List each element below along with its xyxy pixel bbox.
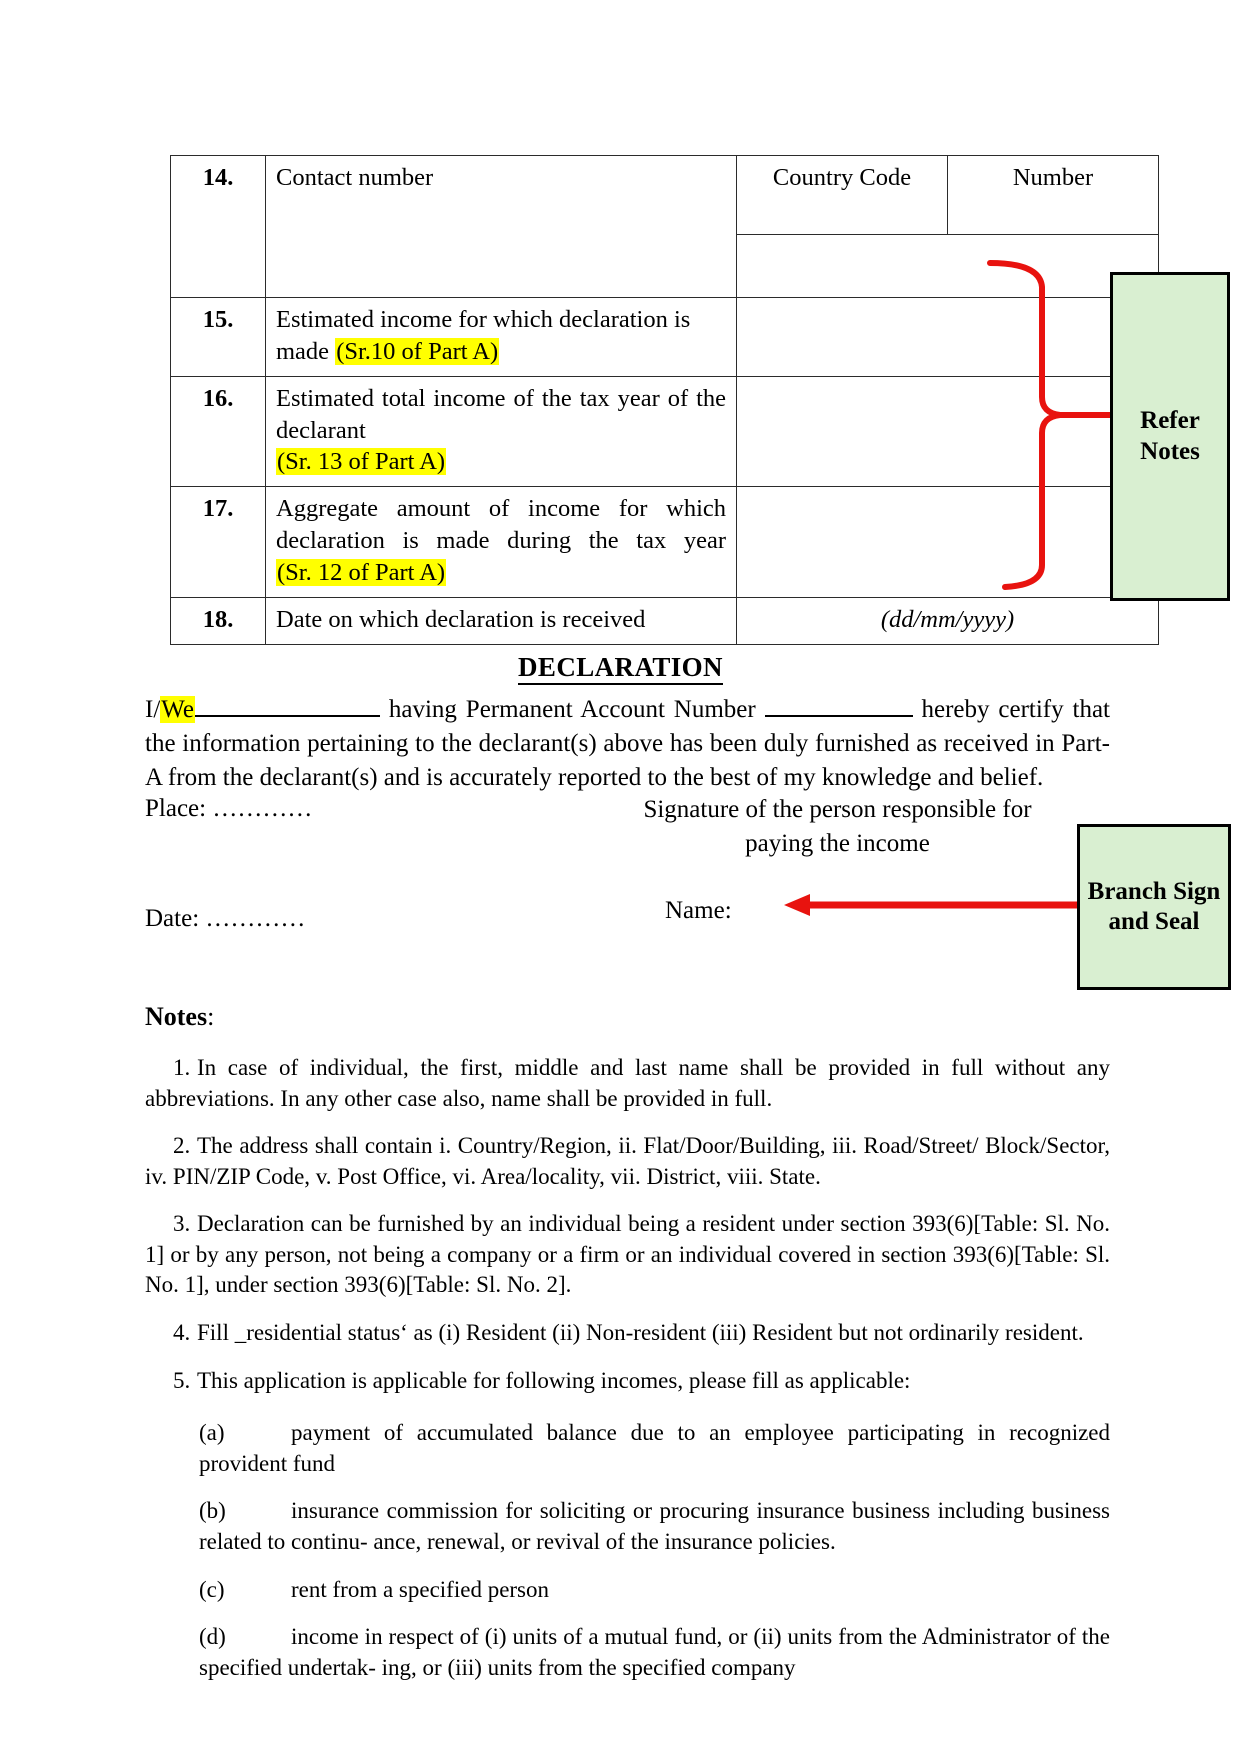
signature-caption (640, 793, 1035, 861)
sub-text-d: income in respect of (i) units of a mutual fund, or (ii) units from the Administrator of the specified undertak- ing, or (iii) units from the specified company (199, 1624, 1110, 1680)
row-desc-17 (266, 487, 737, 598)
row-desc-15-highlight: (Sr.10 of Part A) (336, 337, 499, 365)
row-sr-17: 17. (171, 487, 266, 598)
sub-text-b: insurance commission for soliciting or procuring insurance business including business related to continu- ance, renewal, or revival of the insurance policies. (199, 1498, 1110, 1554)
table-row (171, 487, 1159, 598)
row-desc-18: Date on which declaration is received (266, 597, 737, 644)
input-aggregate-amount[interactable] (737, 487, 1159, 598)
place-field[interactable]: Place: ………… (145, 795, 313, 822)
row-desc-14: Contact number (266, 156, 737, 298)
row-desc-15-text: Estimated income for which declaration is made (276, 306, 691, 365)
declaration-lead-prefix: I/ (145, 696, 161, 723)
header-number: Number (948, 156, 1159, 235)
name-field[interactable]: Name: (665, 897, 732, 924)
note-marker-3: 3. (173, 1211, 191, 1237)
declaration-lead-highlight: We (161, 696, 194, 723)
input-estimated-income[interactable] (737, 298, 1159, 377)
sub-text-a: payment of accumulated balance due to an employee participating in recognized provident fund (199, 1420, 1110, 1476)
note-marker-5: 5. (173, 1367, 191, 1393)
notes-heading (145, 1002, 214, 1032)
input-estimated-total-income[interactable] (737, 376, 1159, 487)
row-desc-17-text: Aggregate amount of income for which declaration is made during the tax year (276, 495, 726, 555)
table-row (171, 298, 1159, 377)
declaration-heading-text: DECLARATION (518, 652, 723, 685)
notes-sub-list (145, 1418, 1110, 1683)
note-text-3: Declaration can be furnished by an individual being a resident under section 393(6)[Table: Sl. No. 1] or by any person, not being a company or a firm or an individual covered in section 393(6)[Table: Sl. No. 1], under section 393(6)[Table: Sl. No. 2]. (145, 1211, 1110, 1298)
list-item (199, 1575, 1110, 1606)
branch-sign-seal-label: Branch Sign and Seal (1087, 877, 1221, 935)
declaration-tail-text: hereby certify that the information pertaining to the declarant(s) above has been duly furnished as received in Part-A from the declarant(s) and is accurately reported to the best of my knowledge and belief. (145, 696, 1110, 791)
row-desc-16 (266, 376, 737, 487)
refer-notes-label: Refer Notes (1140, 407, 1200, 465)
row-desc-15 (266, 298, 737, 377)
list-item (199, 1496, 1110, 1557)
refer-notes-callout (1110, 272, 1230, 601)
pan-blank[interactable] (765, 715, 913, 717)
notes-heading-colon: : (207, 1002, 215, 1031)
list-item (145, 1366, 1110, 1397)
table-row (171, 156, 1159, 235)
list-item (145, 1318, 1110, 1349)
signature-caption-line-2: paying the income (745, 830, 930, 857)
input-date-received[interactable]: (dd/mm/yyyy) (737, 597, 1159, 644)
declaration-form-table (170, 155, 1159, 645)
date-field[interactable]: Date: ………… (145, 905, 306, 932)
list-item (145, 1053, 1110, 1114)
row-sr-16: 16. (171, 376, 266, 487)
note-text-5: This application is applicable for following incomes, please fill as applicable: (197, 1367, 911, 1393)
row-desc-16-highlight: (Sr. 13 of Part A) (277, 448, 446, 476)
note-marker-1: 1. (173, 1055, 191, 1080)
list-item (199, 1622, 1110, 1683)
row-sr-15: 15. (171, 298, 266, 377)
notes-heading-text: Notes (145, 1002, 208, 1031)
note-text-4: Fill _residential status‘ as (i) Resident (ii) Non-resident (iii) Resident but not ordinarily resident. (197, 1320, 1084, 1346)
list-item (199, 1418, 1110, 1479)
note-marker-2: 2. (173, 1133, 191, 1159)
declaration-mid-text: having Permanent Account Number (379, 696, 765, 723)
row-sr-14: 14. (171, 156, 266, 298)
row-desc-16-text: Estimated total income of the tax year of the declarant (276, 384, 726, 444)
declaration-heading (0, 652, 1241, 683)
row-desc-17-highlight: (Sr. 12 of Part A) (277, 558, 446, 586)
input-contact-number[interactable] (737, 235, 1159, 298)
sub-marker-b: (b) (199, 1498, 226, 1524)
header-country-code: Country Code (737, 156, 948, 235)
note-text-1: In case of individual, the first, middle and last name shall be provided in full without any abbreviations. In any other case also, name shall be provided in full. (145, 1055, 1110, 1111)
sub-marker-a: (a) (199, 1420, 225, 1446)
declaration-paragraph (145, 693, 1110, 795)
branch-sign-seal-callout (1077, 824, 1231, 990)
note-text-2: The address shall contain i. Country/Region, ii. Flat/Door/Building, iii. Road/Street/ Block/Sector, iv. PIN/ZIP Code, v. Post Office, vi. Area/locality, vii. District, viii. State. (145, 1133, 1110, 1189)
sub-marker-d: (d) (199, 1624, 226, 1650)
declarant-name-blank[interactable] (195, 715, 380, 717)
list-item (145, 1131, 1110, 1192)
signature-caption-line-1: Signature of the person responsible for (643, 796, 1032, 823)
sub-text-c: rent from a specified person (291, 1576, 550, 1602)
row-sr-18: 18. (171, 597, 266, 644)
list-item (145, 1209, 1110, 1301)
table-row (171, 376, 1159, 487)
note-marker-4: 4. (173, 1320, 191, 1346)
table-row (171, 597, 1159, 644)
sub-marker-c: (c) (199, 1576, 225, 1602)
notes-list (145, 1053, 1110, 1700)
branch-seal-arrow-annotation (780, 885, 1080, 925)
